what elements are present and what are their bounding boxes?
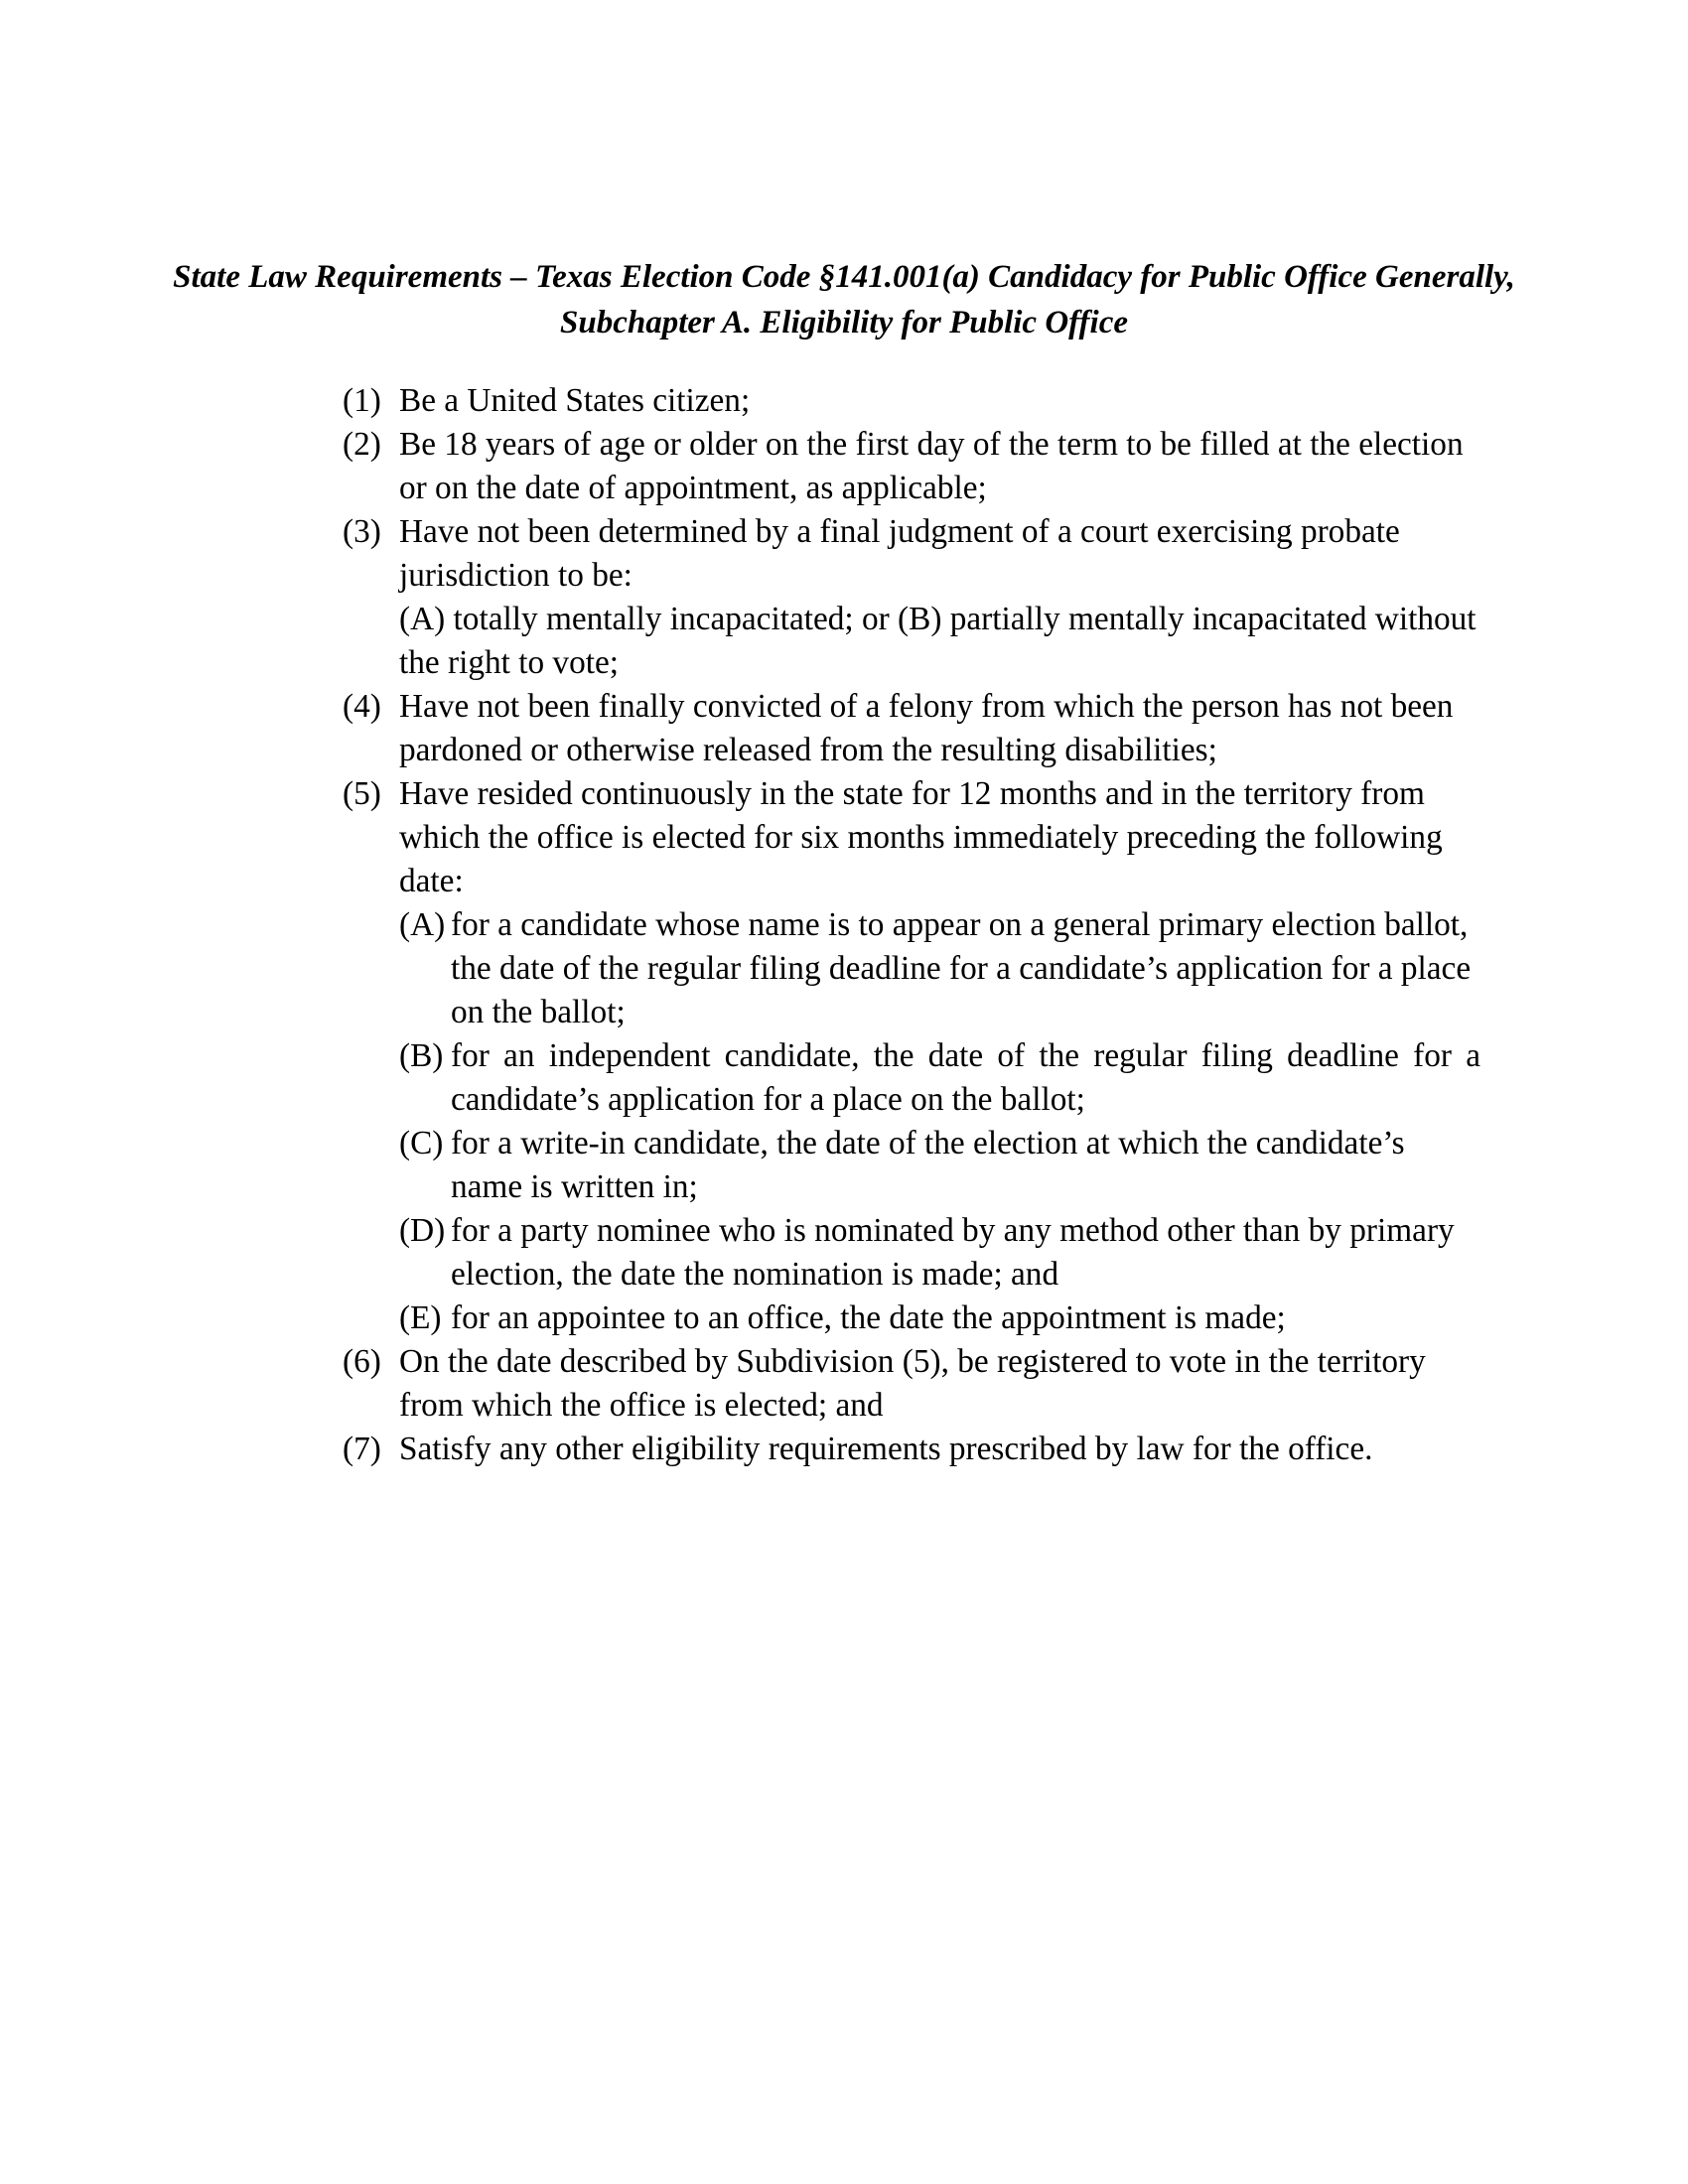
item-number: (5) bbox=[343, 775, 381, 812]
item-number: (1) bbox=[343, 382, 381, 419]
item-text: Be a United States citizen; bbox=[399, 382, 751, 419]
list-item-2 bbox=[343, 423, 1480, 510]
sub-item-b bbox=[399, 1034, 1480, 1122]
item-body bbox=[399, 772, 1480, 1340]
sub-item-letter: (A) bbox=[399, 906, 446, 943]
item-number: (2) bbox=[343, 426, 381, 463]
list-item-4 bbox=[343, 685, 1480, 772]
item-body bbox=[399, 1428, 1480, 1471]
list-item-5 bbox=[343, 772, 1480, 1340]
sub-item-letter: (E) bbox=[399, 1299, 442, 1336]
item-text: Satisfy any other eligibility requirements prescribed by law for the office. bbox=[399, 1431, 1373, 1467]
sub-item-d bbox=[399, 1209, 1480, 1297]
item-text: On the date described by Subdivision (5), be registered to vote in the territory from which the office is elected; and bbox=[399, 1343, 1426, 1424]
sub-item-letter: (C) bbox=[399, 1125, 444, 1161]
list-item-6 bbox=[343, 1340, 1480, 1428]
item-body bbox=[399, 423, 1480, 510]
sub-item-text: for an independent candidate, the date of the regular filing deadline for a candidate’s application for a place on the ballot; bbox=[451, 1037, 1480, 1118]
list-item-3 bbox=[343, 510, 1480, 685]
item-body bbox=[399, 685, 1480, 772]
title-line-2: Subchapter A. Eligibility for Public Office bbox=[560, 305, 1128, 341]
list-item-1 bbox=[343, 379, 1480, 423]
sub-item-letter: (D) bbox=[399, 1212, 446, 1249]
item-number: (4) bbox=[343, 688, 381, 725]
item-text: Be 18 years of age or older on the first day of the term to be filled at the election or on the date of appointment, as applicable; bbox=[399, 426, 1464, 506]
item-text: Have resided continuously in the state for 12 months and in the territory from which the office is elected for six months immediately preceding the following date: bbox=[399, 775, 1443, 899]
document-title bbox=[99, 254, 1589, 345]
sub-item-text: for an appointee to an office, the date the appointment is made; bbox=[451, 1299, 1286, 1336]
item-body bbox=[399, 379, 1480, 423]
item-text: Have not been finally convicted of a felony from which the person has not been pardoned or otherwise released from the resulting disabilities; bbox=[399, 688, 1454, 768]
eligibility-requirements-list bbox=[343, 379, 1480, 1471]
item-number: (6) bbox=[343, 1343, 381, 1380]
sub-item-text: for a candidate whose name is to appear on a general primary election ballot, the date of the regular filing deadline for a candidate’s application for a place on the ballot; bbox=[451, 906, 1472, 1030]
list-item-7 bbox=[343, 1428, 1480, 1471]
sub-item-c bbox=[399, 1122, 1480, 1209]
item-note: (A) totally mentally incapacitated; or (B) partially mentally incapacitated without the right to vote; bbox=[399, 601, 1477, 681]
title-line-1: State Law Requirements – Texas Election Code §141.001(a) Candidacy for Public Office Generally, bbox=[173, 259, 1515, 295]
sub-item-text: for a write-in candidate, the date of the election at which the candidate’s name is written in; bbox=[451, 1125, 1405, 1205]
item-number: (3) bbox=[343, 513, 381, 550]
sub-item-letter: (B) bbox=[399, 1037, 444, 1074]
sub-item-text: for a party nominee who is nominated by any method other than by primary election, the date the nomination is made; and bbox=[451, 1212, 1455, 1293]
sub-item-a bbox=[399, 903, 1480, 1034]
item-body bbox=[399, 510, 1480, 685]
item-body bbox=[399, 1340, 1480, 1428]
item-number: (7) bbox=[343, 1431, 381, 1467]
item-text: Have not been determined by a final judgment of a court exercising probate jurisdiction to be: bbox=[399, 513, 1400, 594]
sub-item-e bbox=[399, 1297, 1480, 1340]
